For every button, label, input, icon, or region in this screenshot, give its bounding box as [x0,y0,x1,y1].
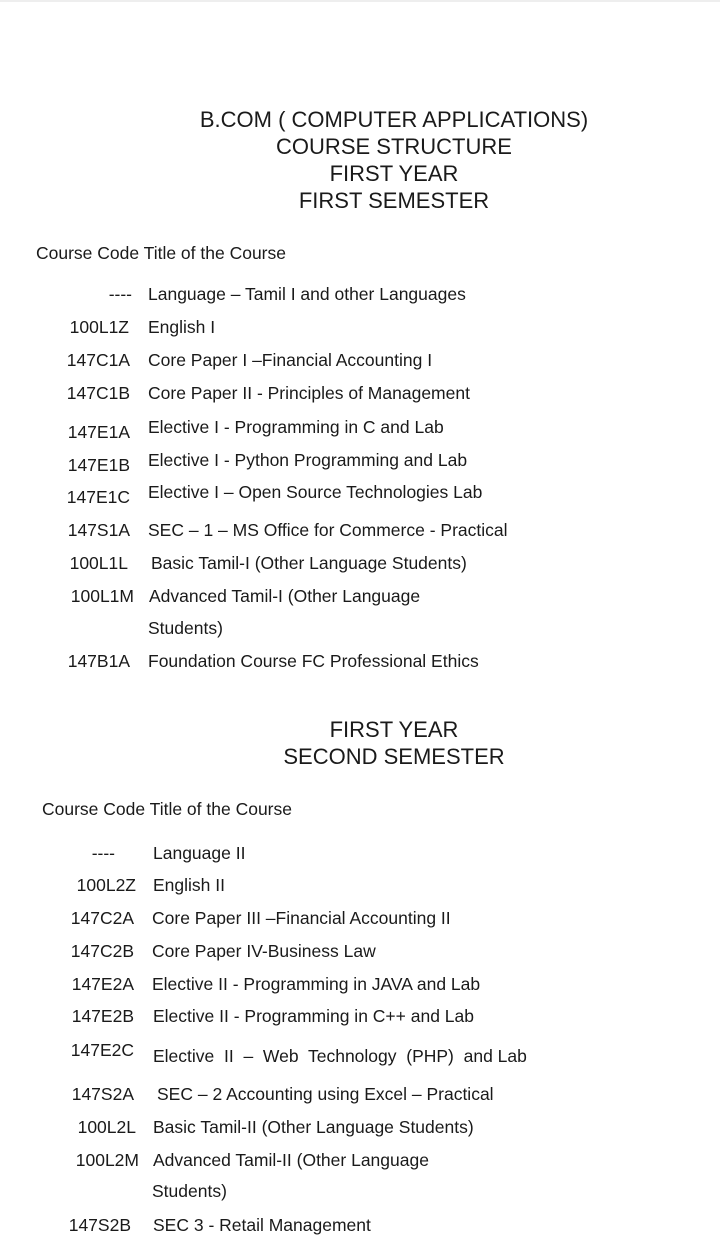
course-row [0,940,720,964]
column-header: Course Code Title of the Course [42,799,292,819]
course-row [0,481,720,505]
program-title: B.COM ( COMPUTER APPLICATIONS) [199,107,589,132]
course-structure-title: COURSE STRUCTURE [276,134,512,159]
course-title: Foundation Course FC Professional Ethics [148,651,479,671]
course-title: Advanced Tamil-I (Other Language [149,586,421,606]
year-title: FIRST YEAR [329,161,459,186]
course-row [0,650,720,674]
course-title: SEC 3 - Retail Management [153,1215,371,1235]
document-heading [200,106,588,214]
course-title: Core Paper IV-Business Law [152,941,376,961]
course-row [0,1214,720,1238]
course-title: Advanced Tamil-II (Other Language [153,1150,429,1170]
course-code: 147E1C [66,487,130,507]
course-code: 147E1A [67,422,130,442]
course-row [0,1149,720,1173]
course-code: 147S1A [67,520,130,540]
course-title: English I [148,317,216,337]
course-row [0,1083,720,1107]
course-row [0,585,720,609]
course-title: Core Paper III –Financial Accounting II [152,908,451,928]
course-code: 100L2Z [76,875,136,895]
course-code: 147E2C [70,1040,134,1060]
course-row [0,1005,720,1029]
semester-heading [283,716,504,770]
course-row [0,416,720,440]
course-row [0,316,720,340]
course-row [0,1039,720,1066]
course-row [0,519,720,543]
course-code: 100L2L [77,1117,136,1137]
course-code: 147C2B [70,941,134,961]
column-header: Course Code Title of the Course [36,243,286,263]
course-title-continuation: Students) [148,618,223,638]
course-code: ---- [91,843,115,863]
course-row [0,874,720,898]
course-code: 147E1B [67,455,130,475]
course-code: 147B1A [67,651,130,671]
course-row [0,449,720,473]
year-title: FIRST YEAR [329,717,459,742]
course-row [0,1116,720,1140]
course-title: Elective I - Python Programming and Lab [148,450,468,470]
course-code: 100L1Z [69,317,129,337]
course-code: 100L1L [69,553,128,573]
course-title: SEC – 2 Accounting using Excel – Practical [157,1084,494,1104]
course-code: 147S2A [71,1084,134,1104]
course-row [0,907,720,931]
course-row [0,842,720,866]
course-row [0,349,720,373]
course-code: 100L2M [75,1150,139,1170]
course-code: 147C1A [66,350,130,370]
course-code: ---- [108,284,132,304]
course-title: Basic Tamil-II (Other Language Students) [153,1117,474,1137]
course-title: Elective I - Programming in C and Lab [148,417,444,437]
semester-title: FIRST SEMESTER [298,188,490,213]
course-title: Elective II – Web Technology (PHP) and Lab [153,1046,527,1066]
course-code: 147C1B [66,383,130,403]
course-code: 147E2A [71,974,134,994]
course-title: Language – Tamil I and other Languages [148,284,466,304]
course-code: 147E2B [71,1006,134,1026]
course-row [0,552,720,576]
course-code: 147C2A [70,908,134,928]
course-title: Elective II - Programming in JAVA and Lab [152,974,481,994]
course-row [0,382,720,406]
course-title: Language II [153,843,246,863]
course-title: Elective I – Open Source Technologies Lab [148,482,483,502]
course-title: Elective II - Programming in C++ and Lab [153,1006,474,1026]
course-code: 147S2B [68,1215,131,1235]
top-divider [0,0,720,2]
semester-title: SECOND SEMESTER [283,744,505,769]
course-title: Basic Tamil-I (Other Language Students) [151,553,467,573]
course-row [0,973,720,997]
course-title: English II [153,875,225,895]
course-code: 100L1M [70,586,134,606]
course-row [0,283,720,307]
course-title: SEC – 1 – MS Office for Commerce - Practical [148,520,508,540]
course-title-continuation: Students) [152,1181,227,1201]
course-title: Core Paper I –Financial Accounting I [148,350,433,370]
course-title: Core Paper II - Principles of Management [148,383,470,403]
